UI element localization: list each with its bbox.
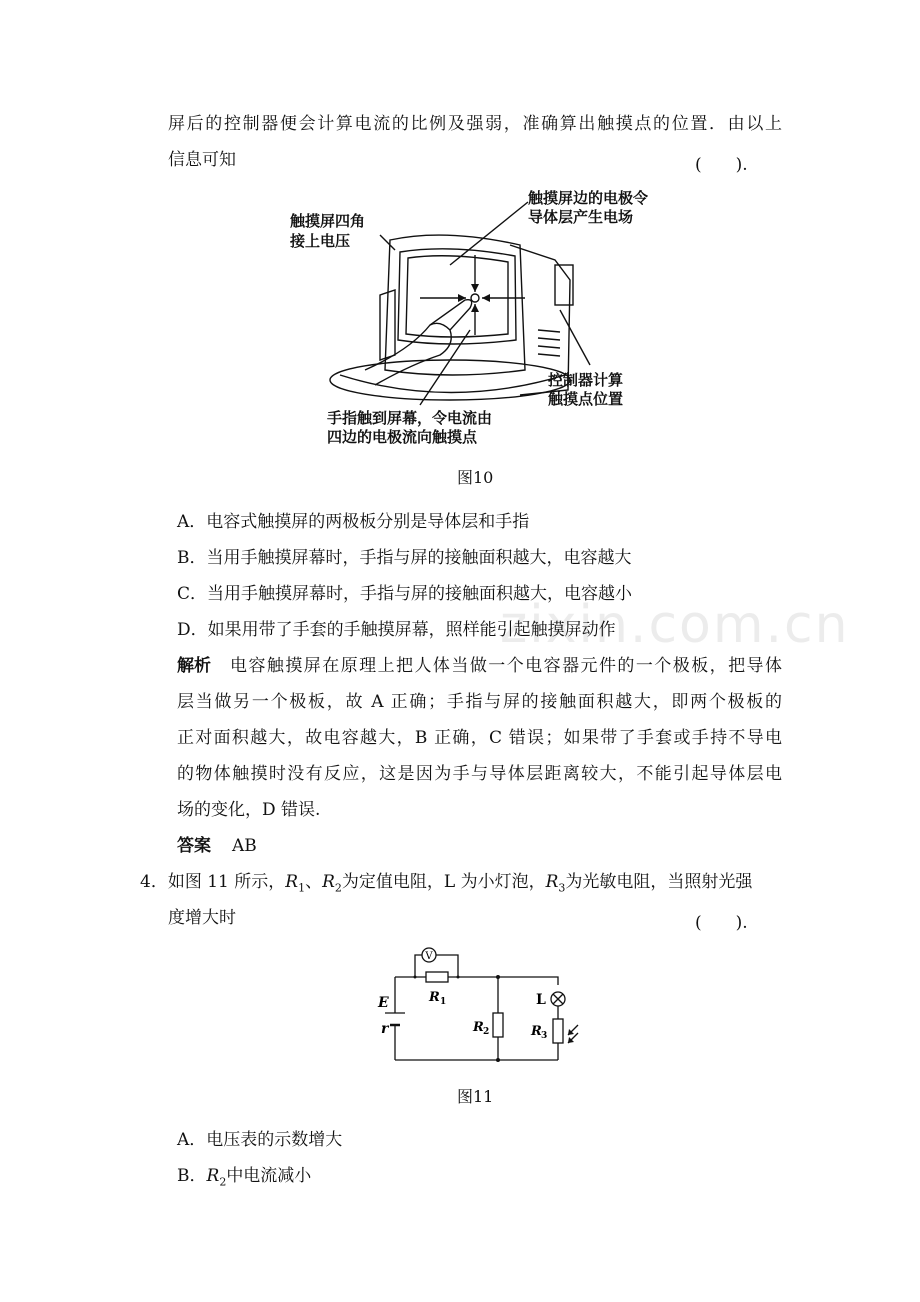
- fig10-label-finger-1: 手指触到屏幕，令电流由: [327, 409, 493, 427]
- fig10-label-edge-1: 触摸屏边的电极令: [528, 189, 649, 207]
- r3-label-sub: 3: [541, 1031, 548, 1041]
- r1-label-sub: 1: [440, 997, 447, 1007]
- figure-11-circuit: [370, 935, 600, 1070]
- analysis-line-1: 电容触摸屏在原理上把人体当做一个电容器元件的一个极板，把导体: [230, 656, 782, 676]
- leader-edge: [450, 202, 528, 265]
- analysis-line-3: 正对面积越大，故电容越大，B 正确，C 错误；如果带了手套或手持不导电: [177, 728, 782, 748]
- internal-resistance-label: r: [381, 1021, 389, 1037]
- q4-option-b-suffix: 中电流减小: [226, 1166, 312, 1186]
- q3-option-b: B．当用手触摸屏幕时，手指与屏的接触面积越大，电容越大: [177, 548, 632, 568]
- voltmeter-label: V: [425, 951, 433, 962]
- answer-value: AB: [232, 836, 257, 856]
- figure-10-caption: 图10: [457, 468, 494, 487]
- lamp-label: L: [536, 992, 546, 1008]
- r2-label: R: [473, 1020, 484, 1035]
- answer-label: 答案: [177, 836, 211, 856]
- touch-point: [471, 294, 479, 302]
- q4-option-b-sub: 2: [219, 1175, 227, 1189]
- wire-top-right: [498, 977, 558, 985]
- answer-bracket: ( ).: [695, 155, 748, 175]
- leader-corner: [380, 235, 395, 250]
- r2-symbol: R: [322, 872, 335, 892]
- figure-11-caption: 图11: [457, 1087, 494, 1106]
- leader-controller: [560, 310, 590, 365]
- q4-number: 4．: [140, 872, 168, 892]
- q3-option-c: C．当用手触摸屏幕时，手指与屏的接触面积越大，电容越小: [177, 584, 633, 604]
- analysis-line-5: 场的变化，D 错误.: [177, 800, 321, 820]
- r2-subscript: 2: [334, 881, 342, 895]
- voltmeter-wire-left: [415, 955, 422, 977]
- emf-label: E: [378, 995, 389, 1011]
- q4-option-b-r: R: [206, 1166, 220, 1186]
- resistor-r3: [553, 1019, 563, 1043]
- analysis-label: 解析: [177, 656, 211, 676]
- screen-outer: [398, 249, 516, 344]
- q4-option-b-prefix: B．: [177, 1166, 207, 1186]
- fig10-label-finger-2: 四边的电极流向触摸点: [327, 428, 478, 446]
- q4-stem-line-1: [140, 872, 752, 898]
- q4-stem-line-2: 度增大时: [168, 908, 236, 928]
- r1-subscript: 1: [298, 881, 306, 895]
- fig10-label-corner-1: 触摸屏四角: [290, 212, 366, 230]
- q4-option-a: A．电压表的示数增大: [177, 1130, 343, 1150]
- intro-line-1: 屏后的控制器便会计算电流的比例及强弱，准确算出触摸点的位置．由以上: [168, 114, 782, 134]
- r2-label-sub: 2: [483, 1027, 490, 1037]
- analysis-line-4: 的物体触摸时没有反应，这是因为手与导体层距离较大，不能引起导体层电: [177, 764, 782, 784]
- resistor-r1: [426, 972, 448, 982]
- r1-symbol: R: [285, 872, 299, 892]
- r3-symbol: R: [545, 872, 559, 892]
- fig10-label-corner-2: 接上电压: [290, 232, 351, 250]
- q4-text-2: 、: [305, 872, 323, 892]
- leader-finger: [420, 330, 470, 405]
- resistor-r2: [493, 1013, 503, 1037]
- q4-answer-bracket: ( ).: [695, 913, 748, 933]
- screen-inner: [406, 256, 508, 337]
- intro-line-2: 信息可知: [168, 150, 236, 170]
- q4-text-3: 为定值电阻，L 为小灯泡，: [341, 872, 546, 892]
- q3-option-d: D．如果用带了手套的手触摸屏幕，照样能引起触摸屏动作: [177, 620, 616, 640]
- q3-option-a: A．电容式触摸屏的两极板分别是导体层和手指: [177, 512, 530, 532]
- monitor-stand-front: [340, 375, 565, 393]
- q4-text-1: 如图 11 所示，: [167, 872, 286, 892]
- q4-option-b: [177, 1166, 311, 1192]
- analysis-line-2: 层当做另一个极板，故 A 正确；手指与屏的接触面积越大，即两个极板的: [177, 692, 782, 712]
- fig10-label-ctrl-1: 控制器计算: [548, 371, 624, 389]
- fig10-label-edge-2: 导体层产生电场: [528, 208, 634, 226]
- r3-subscript: 3: [558, 881, 566, 895]
- watermark: zixin.com.cn: [500, 595, 850, 655]
- r3-label: R: [531, 1024, 542, 1039]
- r1-label: R: [429, 990, 440, 1005]
- fig10-label-ctrl-2: 触摸点位置: [548, 390, 624, 408]
- q4-text-4: 为光敏电阻，当照射光强: [565, 872, 753, 892]
